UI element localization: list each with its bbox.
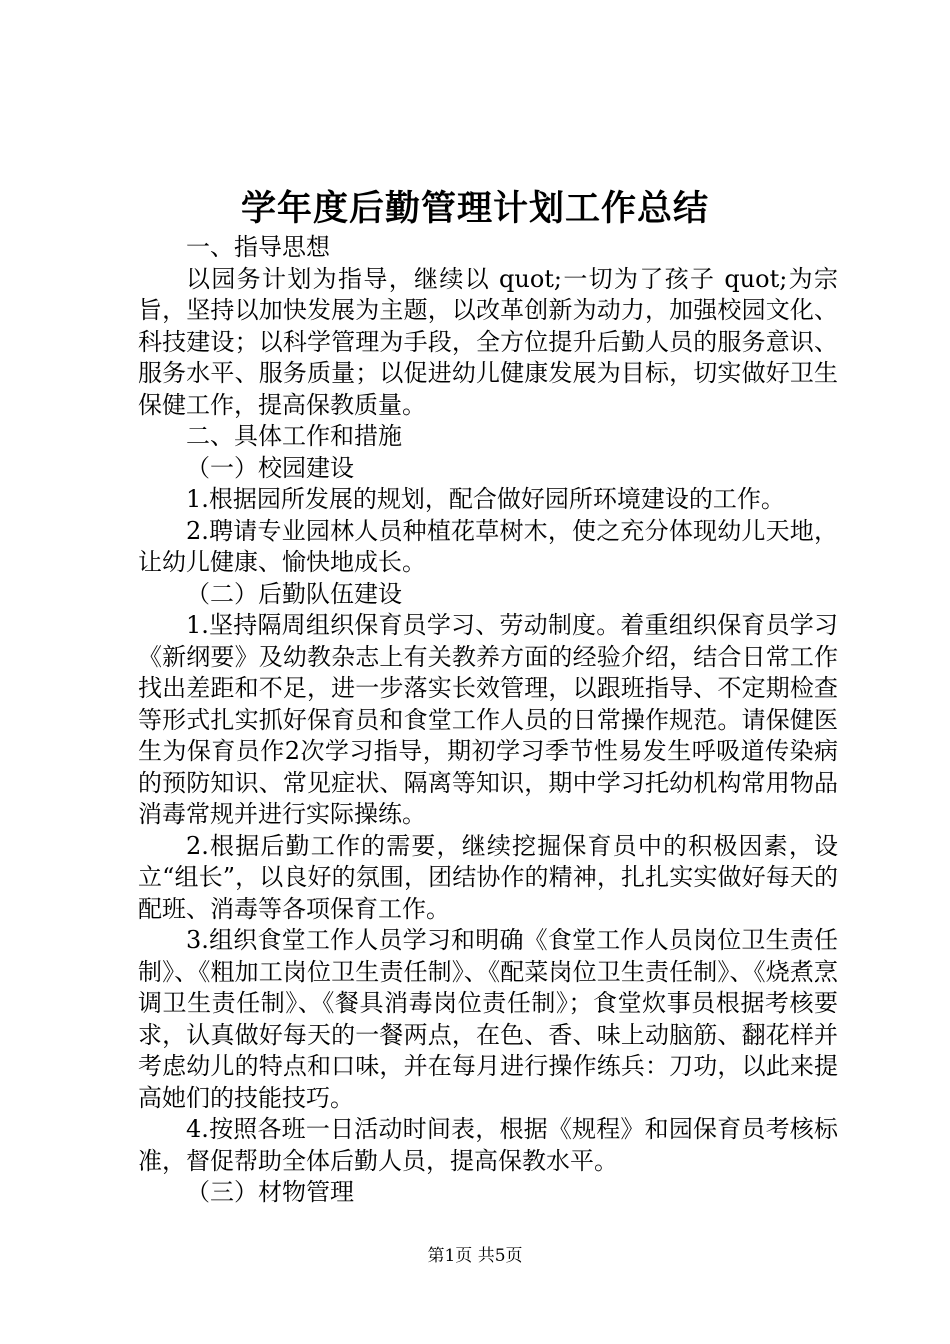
paragraph-team-item-3: 3.组织食堂工作人员学习和明确《食堂工作人员岗位卫生责任制》、《粗加工岗位卫生责任制》、《配菜岗位卫生责任制》、《烧煮烹调卫生责任制》、《餐具消毒岗位责任制》；食堂炊事员根据考核要求，认真做好每天的一餐两点，在色、香、味上动脑筋、翻花样并考虑幼儿的特点和口味，并在每月进行操作练兵：刀功，以此来提高她们的技能技巧。 bbox=[138, 926, 838, 1112]
paragraph-campus-item-1: 1.根据园所发展的规划，配合做好园所环境建设的工作。 bbox=[186, 485, 785, 513]
subsection-heading-campus-construction: （一）校园建设 bbox=[186, 453, 354, 482]
paragraph-team-item-1: 1.坚持隔周组织保育员学习、劳动制度。着重组织保育员学习《新纲要》及幼教杂志上有关教养方面的经验介绍，结合日常工作找出差距和不足，进一步落实长效管理，以跟班指导、不定期检查等形式扎实抓好保育员和食堂工作人员的日常操作规范。请保健医生为保育员作2次学习指导，期初学习季节性易发生呼吸道传染病的预防知识、常见症状、隔离等知识，期中学习托幼机构常用物品消毒常规并进行实际操练。 bbox=[138, 611, 838, 828]
page-footer: 第1页 共5页 bbox=[427, 1246, 523, 1266]
paragraph-team-item-4: 4.按照各班一日活动时间表，根据《规程》和园保育员考核标准，督促帮助全体后勤人员，提高保教水平。 bbox=[138, 1115, 838, 1175]
subsection-heading-materials-management: （三）材物管理 bbox=[186, 1178, 354, 1206]
paragraph-campus-item-2: 2.聘请专业园林人员种植花草树木，使之充分体现幼儿天地，让幼儿健康、愉快地成长。 bbox=[138, 516, 838, 576]
document-title: 学年度后勤管理计划工作总结 bbox=[240, 188, 709, 229]
document-body bbox=[138, 232, 838, 1209]
section-heading-specific-work: 二、具体工作和措施 bbox=[186, 422, 402, 450]
paragraph-guiding-ideology: 以园务计划为指导，继续以 quot;一切为了孩子 quot;为宗旨，坚持以加快发展为主题，以改革创新为动力，加强校园文化、科技建设；以科学管理为手段，全方位提升后勤人员的服务意识、服务水平、服务质量；以促进幼儿健康发展为目标，切实做好卫生保健工作，提高保教质量。 bbox=[138, 264, 838, 419]
subsection-heading-logistics-team: （二）后勤队伍建设 bbox=[186, 579, 402, 608]
paragraph-team-item-2: 2.根据后勤工作的需要，继续挖掘保育员中的积极因素，设立“组长”，以良好的氛围，团结协作的精神，扎扎实实做好每天的配班、消毒等各项保育工作。 bbox=[138, 831, 838, 923]
section-heading-guiding-ideology: 一、指导思想 bbox=[186, 233, 330, 261]
